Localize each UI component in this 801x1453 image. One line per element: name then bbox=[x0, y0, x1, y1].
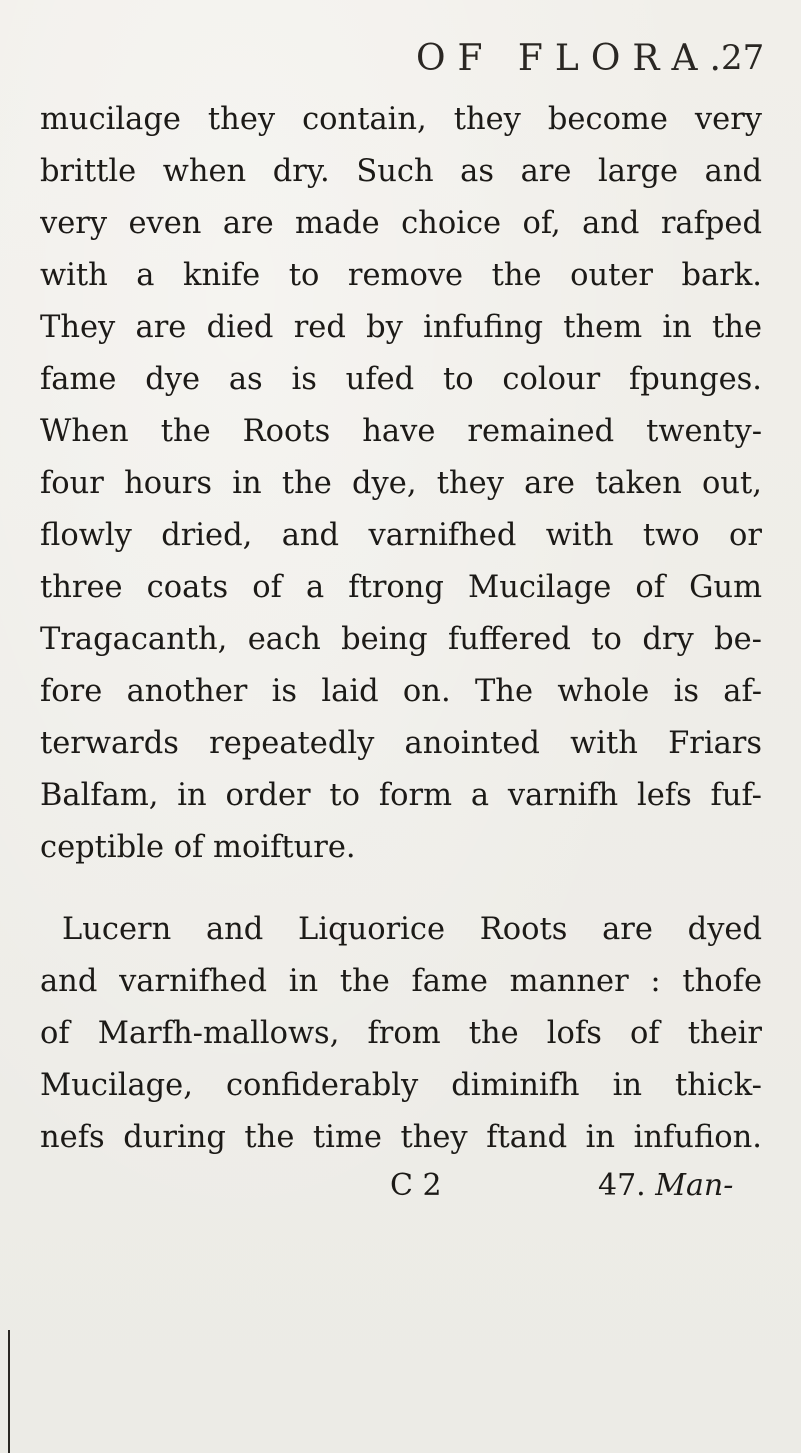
running-head: OF FLORA. bbox=[416, 38, 733, 79]
text-line: fore another is laid on. The whole is af- bbox=[40, 674, 762, 709]
text-line: They are died red by infufing them in the bbox=[40, 310, 762, 345]
text-line: ceptible of moifture. bbox=[40, 830, 356, 865]
text-line: with a knife to remove the outer bark. bbox=[40, 258, 762, 293]
text-line: and varnifhed in the fame manner : thofe bbox=[40, 964, 762, 999]
text-line: flowly dried, and varnifhed with two or bbox=[40, 518, 762, 553]
text-line: Balfam, in order to form a varnifh lefs fuf- bbox=[40, 778, 762, 813]
text-line: of Marfh-mallows, from the lofs of their bbox=[40, 1016, 762, 1051]
catchword-number: 47. bbox=[598, 1168, 646, 1203]
text-line: Lucern and Liquorice Roots are dyed bbox=[62, 912, 762, 947]
text-line: Tragacanth, each being fuffered to dry be- bbox=[40, 622, 762, 657]
signature-mark: C 2 bbox=[390, 1168, 442, 1203]
text-line: mucilage they contain, they become very bbox=[40, 102, 762, 137]
catchword-word: Man- bbox=[655, 1168, 734, 1203]
text-line: Mucilage, confiderably diminifh in thick- bbox=[40, 1068, 762, 1103]
catchword bbox=[598, 1168, 733, 1203]
text-line: nefs during the time they ftand in infufion. bbox=[40, 1120, 762, 1155]
page-number: 27 bbox=[721, 38, 765, 78]
text-line: When the Roots have remained twenty- bbox=[40, 414, 762, 449]
text-line: four hours in the dye, they are taken out, bbox=[40, 466, 762, 501]
text-line: fame dye as is ufed to colour fpunges. bbox=[40, 362, 762, 397]
text-line: very even are made choice of, and rafped bbox=[40, 206, 762, 241]
text-line: terwards repeatedly anointed with Friars bbox=[40, 726, 762, 761]
page-edge-line bbox=[8, 1330, 10, 1453]
text-line: brittle when dry. Such as are large and bbox=[40, 154, 762, 189]
text-line: three coats of a ftrong Mucilage of Gum bbox=[40, 570, 762, 605]
